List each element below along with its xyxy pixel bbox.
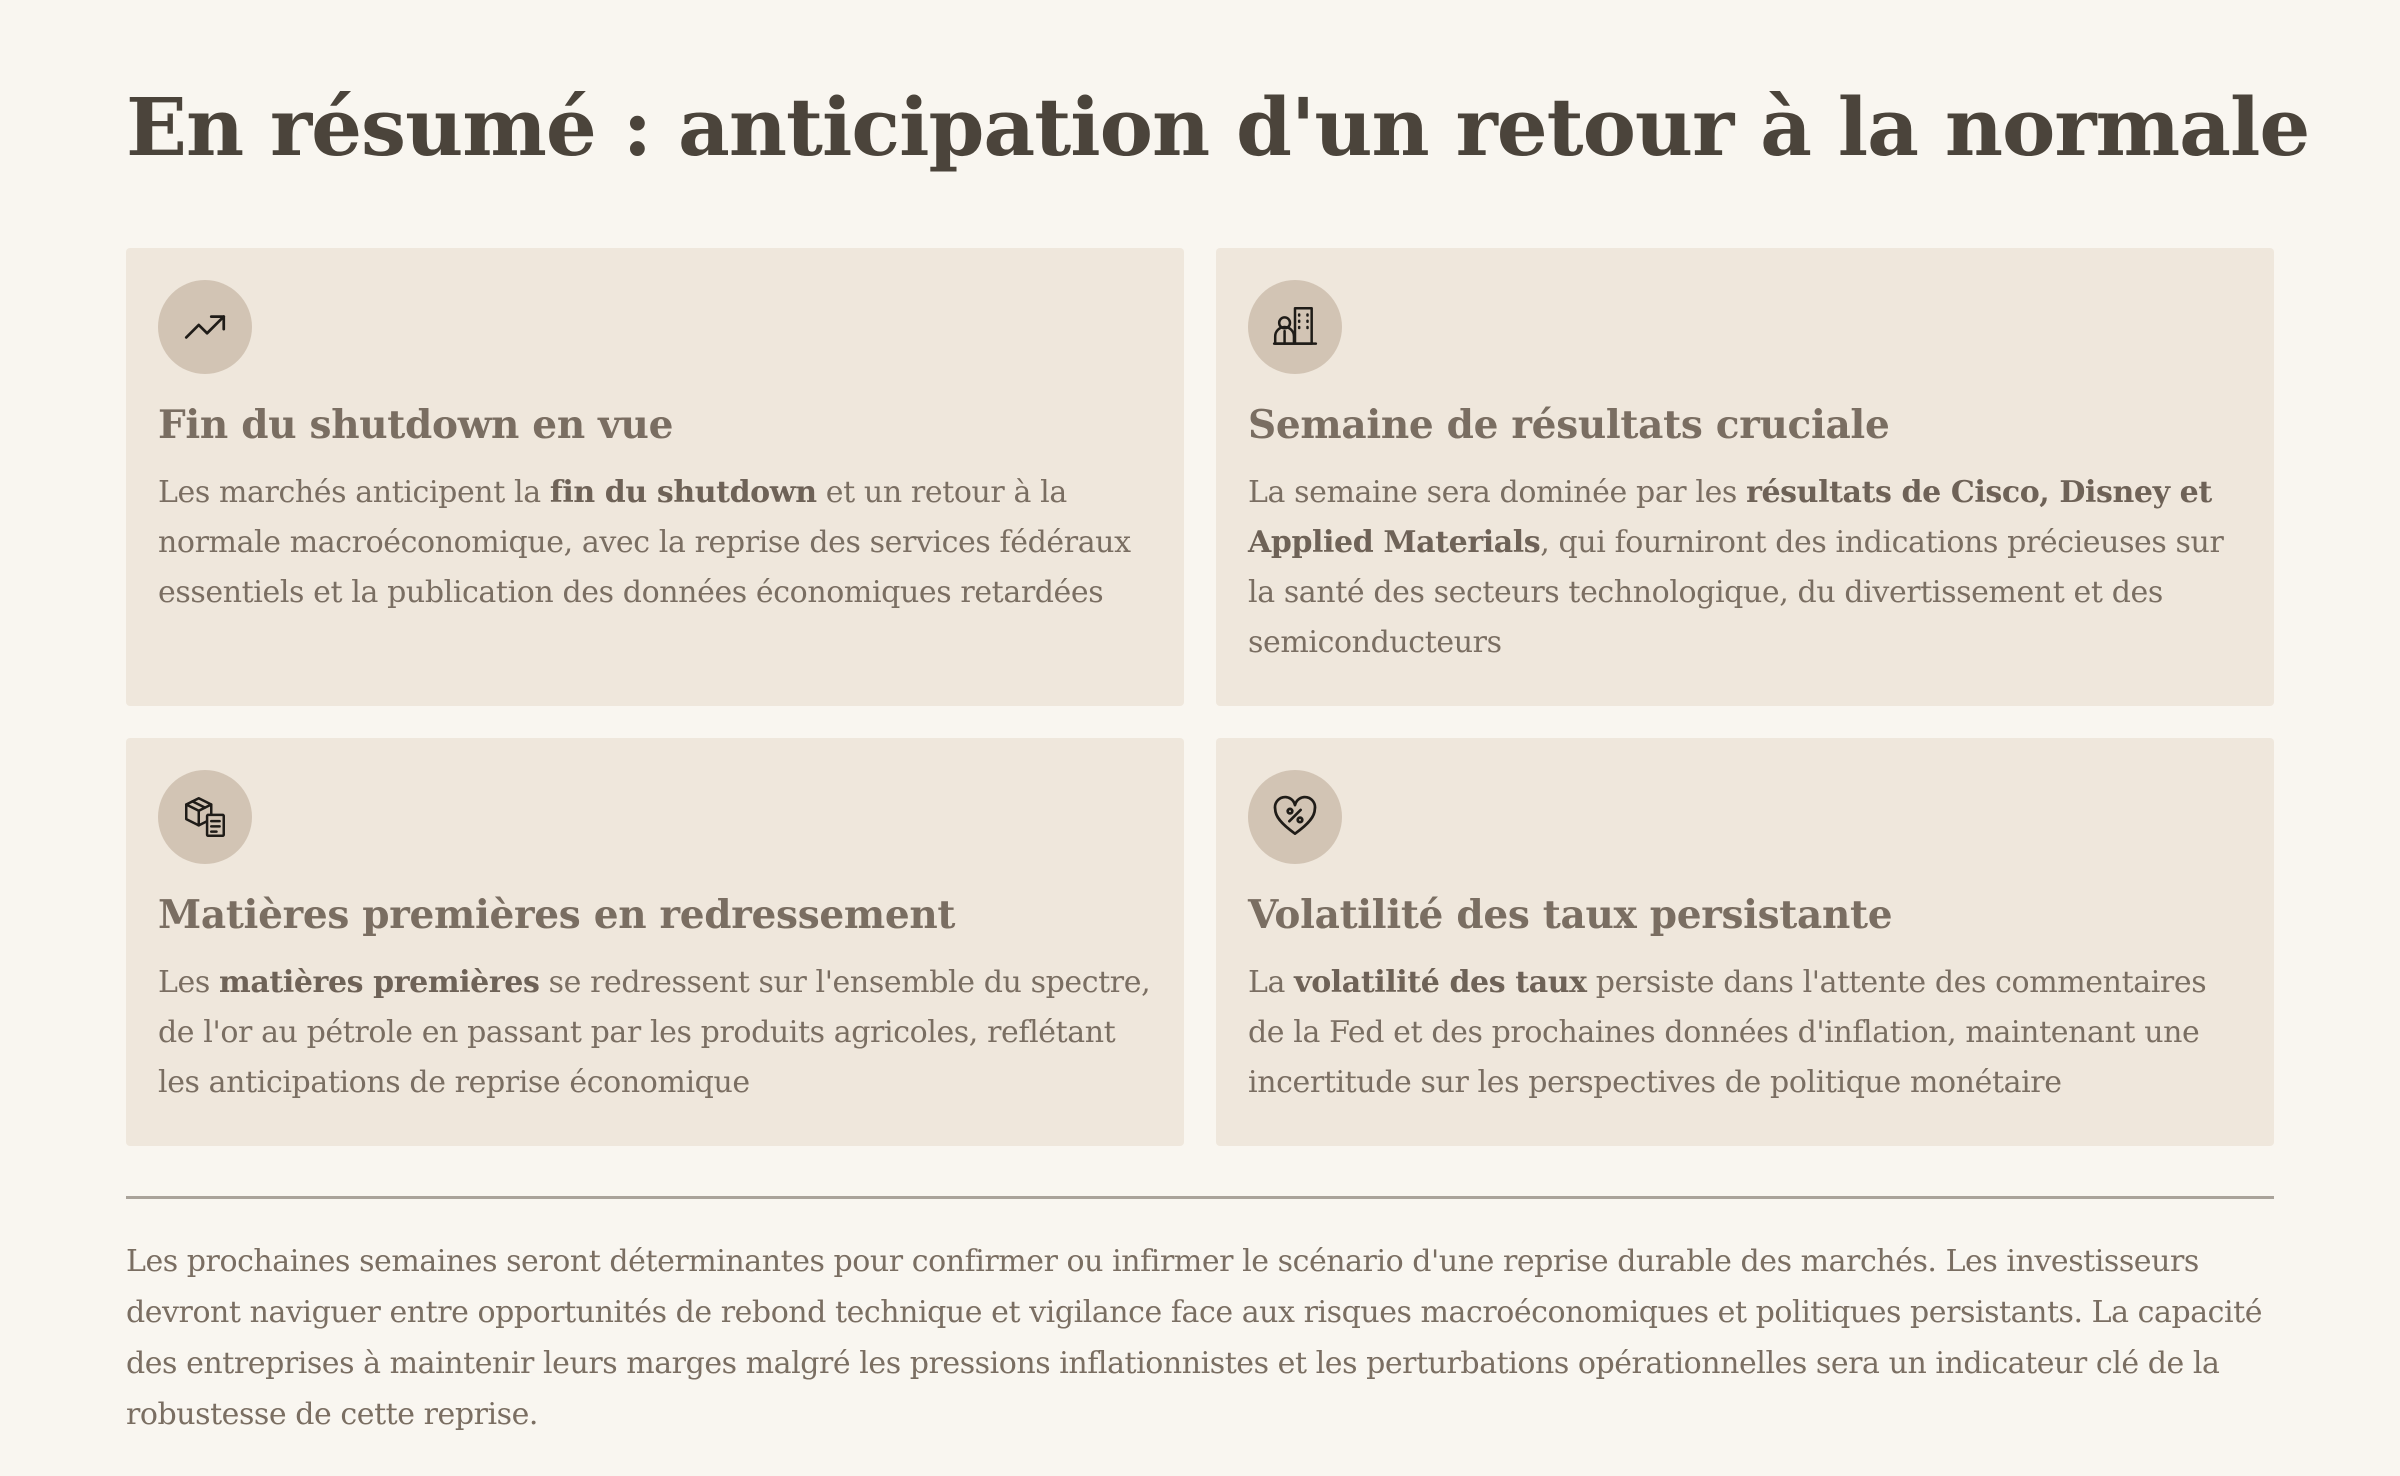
card-commodities [126, 738, 1184, 1146]
card-text: Les marchés anticipent la fin du shutdown et un retour à la normale macroéconomique, avec la reprise des services fédéraux essentiels et la publication des données économiques retardées [158, 475, 1131, 610]
page-title: En résumé : anticipation d'un retour à la normale [126, 80, 2310, 174]
trending-up-icon [158, 280, 252, 374]
conclusion-paragraph: Les prochaines semaines seront déterminantes pour confirmer ou infirmer le scénario d'une reprise durable des marchés. Les investisseurs devront naviguer entre opportunités de rebond technique et vigilance face aux risques macroéconomiques et politiques persistants. La capacité des entreprises à maintenir leurs marges malgré les pressions inflationnistes et les perturbations opérationnelles sera un indicateur clé de la robustesse de cette reprise. [126, 1244, 2263, 1432]
card-rates [1216, 738, 2274, 1146]
card-heading: Fin du shutdown en vue [158, 402, 674, 448]
card-text-bold: fin du shutdown [549, 475, 817, 510]
card-text: Les matières premières se redressent sur l'ensemble du spectre, de l'or au pétrole en passant par les produits agricoles, reflétant les anticipations de reprise économique [158, 965, 1151, 1100]
card-heading: Matières premières en redressement [158, 892, 956, 938]
card-text-bold: matières premières [219, 965, 540, 1000]
card-heading: Semaine de résultats cruciale [1248, 402, 1890, 448]
card-shutdown [126, 248, 1184, 706]
card-text: La volatilité des taux persiste dans l'attente des commentaires de la Fed et des prochaines données d'inflation, maintenant une incertitude sur les perspectives de politique monétaire [1248, 965, 2207, 1100]
divider [126, 1196, 2274, 1199]
card-text: La semaine sera dominée par les résultats de Cisco, Disney et Applied Materials, qui fourniront des indications précieuses sur la santé des secteurs technologique, du divertissement et des semiconducteurs [1248, 475, 2224, 660]
heart-percent-icon [1248, 770, 1342, 864]
card-text-bold: volatilité des taux [1294, 965, 1587, 1000]
card-earnings [1216, 248, 2274, 706]
card-text-bold: résultats de Cisco, Disney et Applied Materials [1248, 475, 2212, 560]
business-person-building-icon [1248, 280, 1342, 374]
boxes-document-icon [158, 770, 252, 864]
card-heading: Volatilité des taux persistante [1248, 892, 1893, 938]
